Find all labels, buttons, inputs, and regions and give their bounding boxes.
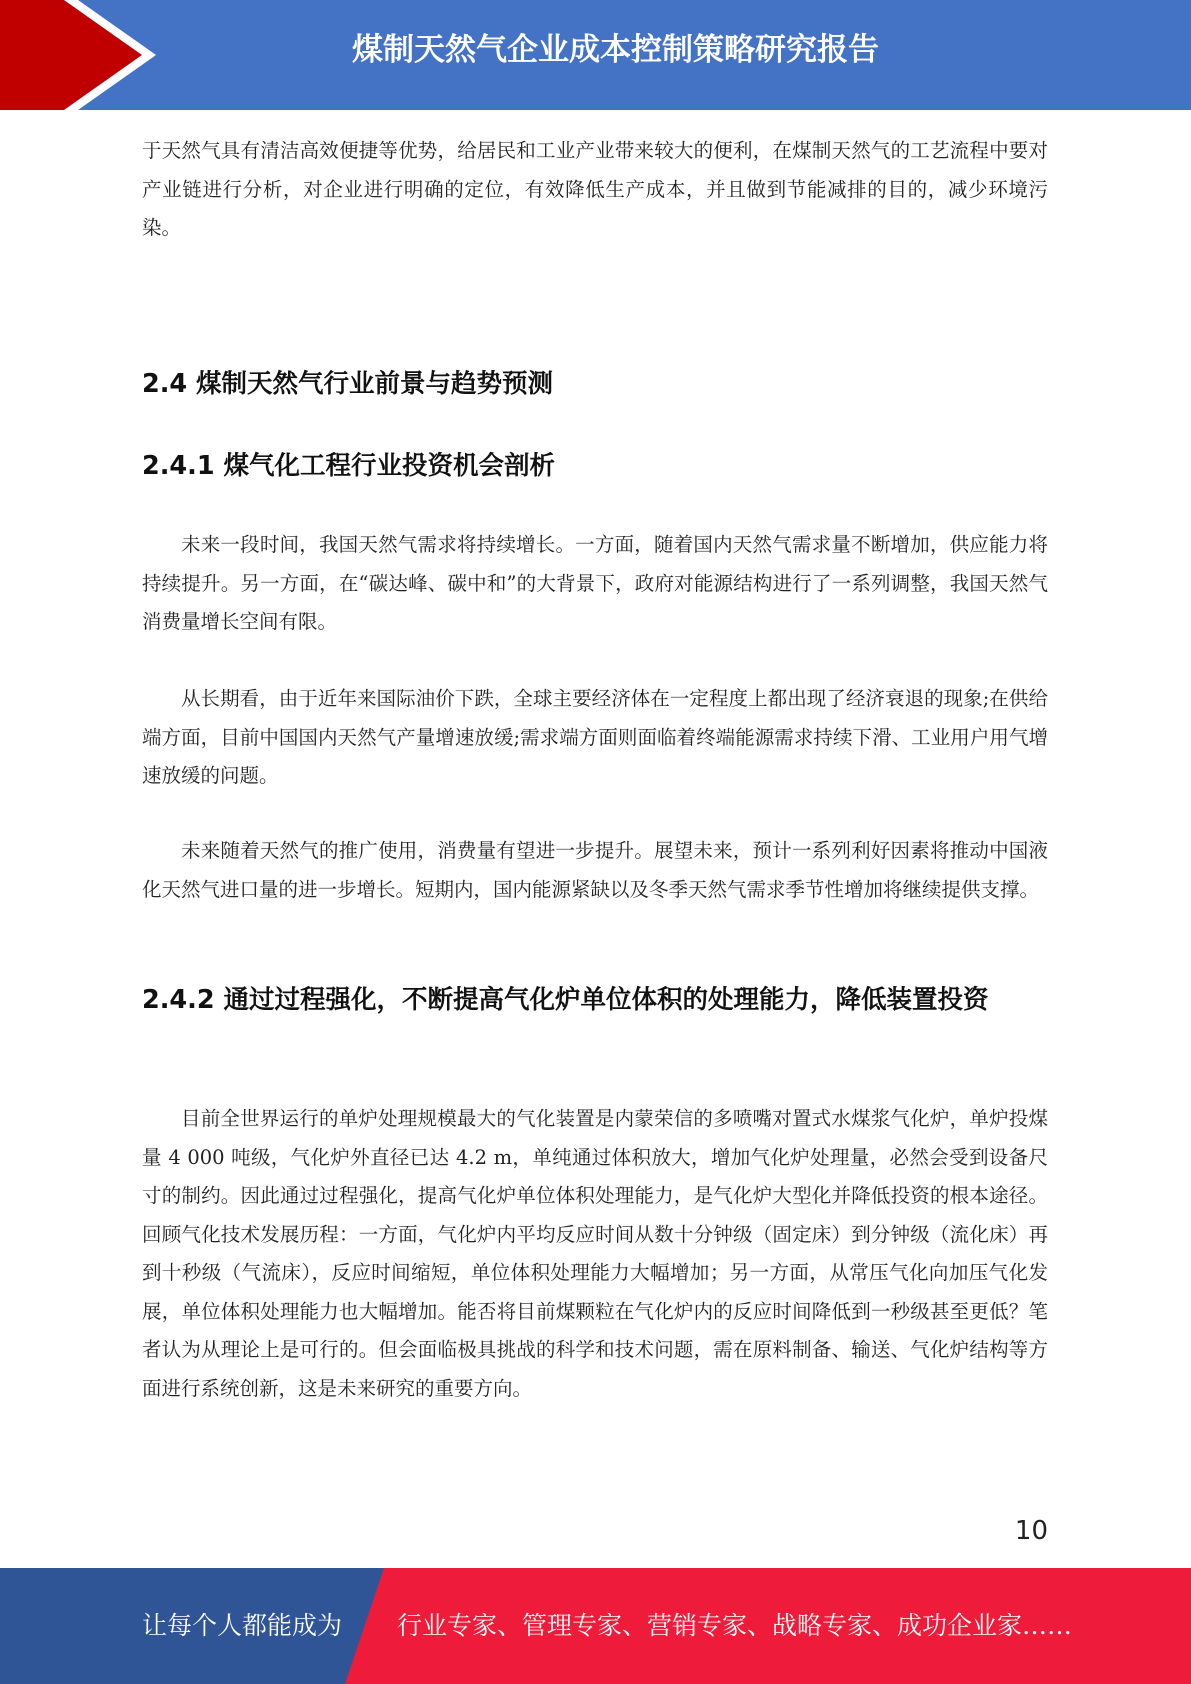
section-heading-2-4-2: 2.4.2 通过过程强化，不断提高气化炉单位体积的处理能力，降低装置投资 <box>142 985 989 1015</box>
section-heading-2-4-wrap <box>142 364 1048 405</box>
page-number: 10 <box>1014 1516 1048 1546</box>
footer-slogan-left: 让每个人都能成为 <box>142 1611 343 1640</box>
report-title: 煤制天然气企业成本控制策略研究报告 <box>352 32 879 68</box>
section-heading-2-4-1-wrap <box>142 446 1048 487</box>
section-heading-2-4-2-wrap <box>142 980 1048 1021</box>
paragraph-block-1 <box>142 526 1048 642</box>
intro-paragraph: 于天然气具有清洁高效便捷等优势，给居民和工业产业带来较大的便利，在煤制天然气的工艺流程中要对产业链进行分析，对企业进行明确的定位，有效降低生产成本，并且做到节能减排的目的，减少环境污染。 <box>142 139 1048 239</box>
section-heading-2-4: 2.4 煤制天然气行业前景与趋势预测 <box>142 369 554 399</box>
paragraph-block-3 <box>142 832 1048 909</box>
paragraph: 目前全世界运行的单炉处理规模最大的气化装置是内蒙荣信的多喷嘴对置式水煤浆气化炉，单炉投煤量 4 000 吨级，气化炉外直径已达 4.2 m，单纯通过体积放大，增加气化炉处理量，必然会受到设备尺寸的制约。因此通过过程强化，提高气化炉单位体积处理能力，是气化炉大型化并降低投资的根本途径。回顾气化技术发展历程：一方面，气化炉内平均反应时间从数十分钟级（固定床）到分钟级（流化床）再到十秒级（气流床），反应时间缩短，单位体积处理能力大幅增加；另一方面，从常压气化向加压气化发展，单位体积处理能力也大幅增加。能否将目前煤颗粒在气化炉内的反应时间降低到一秒级甚至更低？笔者认为从理论上是可行的。但会面临极具挑战的科学和技术问题，需在原料制备、输送、气化炉结构等方面进行系统创新，这是未来研究的重要方向。 <box>142 1107 1048 1400</box>
paragraph: 从长期看，由于近年来国际油价下跌，全球主要经济体在一定程度上都出现了经济衰退的现象;在供给端方面，目前中国国内天然气产量增速放缓;需求端方面则面临着终端能源需求持续下滑、工业用户用气增速放缓的问题。 <box>142 687 1048 787</box>
paragraph-block-4 <box>142 1100 1048 1408</box>
paragraph-block-2 <box>142 680 1048 796</box>
paragraph: 未来随着天然气的推广使用，消费量有望进一步提升。展望未来，预计一系列利好因素将推动中国液化天然气进口量的进一步增长。短期内，国内能源紧缺以及冬季天然气需求季节性增加将继续提供支撑。 <box>142 839 1048 901</box>
intro-block <box>142 132 1048 248</box>
paragraph: 未来一段时间，我国天然气需求将持续增长。一方面，随着国内天然气需求量不断增加，供应能力将持续提升。另一方面，在“碳达峰、碳中和”的大背景下，政府对能源结构进行了一系列调整，我国天然气消费量增长空间有限。 <box>142 533 1048 633</box>
footer-slogan-right: 行业专家、管理专家、营销专家、战略专家、成功企业家…… <box>397 1611 1073 1640</box>
page-header <box>0 0 1191 110</box>
page-footer <box>0 1568 1191 1684</box>
section-heading-2-4-1: 2.4.1 煤气化工程行业投资机会剖析 <box>142 451 555 481</box>
